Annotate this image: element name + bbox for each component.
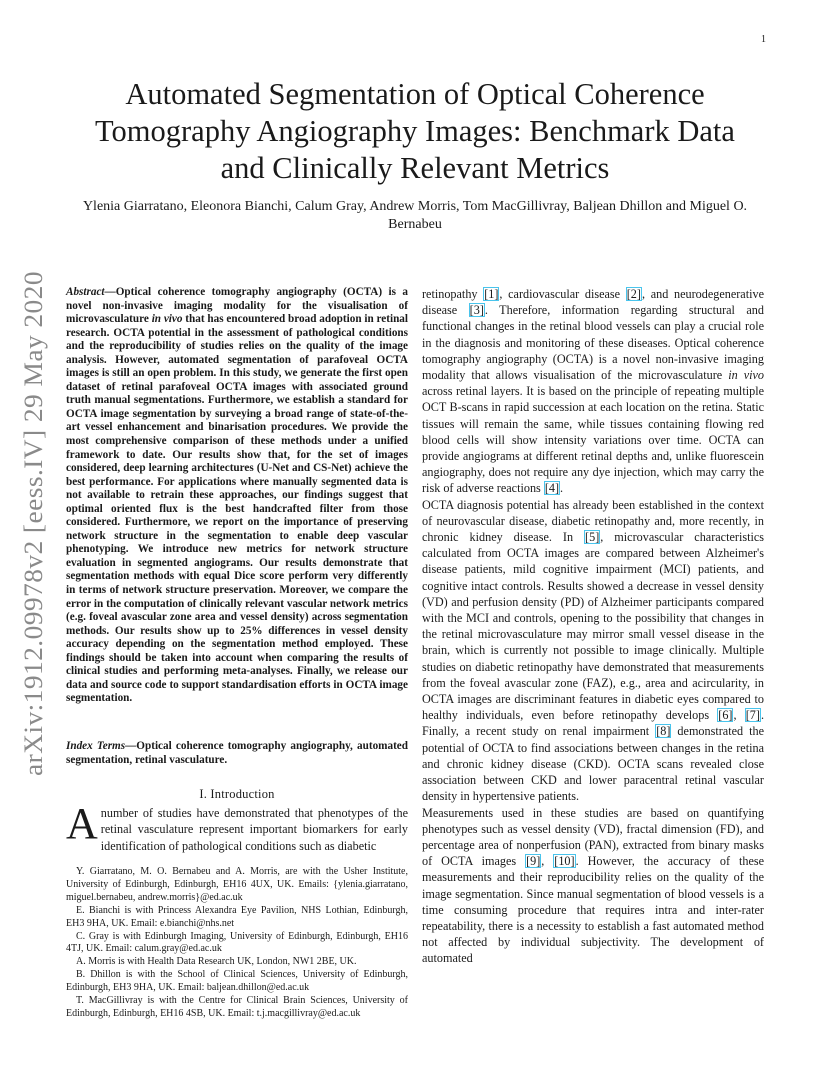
body-paragraph — [422, 497, 764, 805]
citation-link[interactable]: [3] — [469, 303, 484, 318]
body-text: , microvascular characteristics calculated from OCTA images are compared between Alzheimer's disease patients, mild cognitive impairment (MCI) patients, and cognitive intact controls. Results showed a decrease in vessel density (VD) and perfusion density (PD) of Alzheimer participants compared with the MCI and controls, opening to the possibility that changes in the retinal microvasculature may mirror small vessel disease in the brain, which is currently not possible to image clinically. Multiple studies on diabetic retinopathy have demonstrated that measurements from the foveal avascular zone (FAZ), e.g., area and acircularity, in OCTA images are discriminant features in diabetic eyes compared to healthy individuals, even before retinopathy develops — [422, 530, 765, 723]
body-text: , cardiovascular disease — [499, 287, 626, 301]
footnote: T. MacGillivray is with the Centre for Clinical Brain Sciences, University of Edinburgh, Edinburgh, EH16 4SB, UK. Email: t.j.macgillivray@ed.ac.uk — [66, 995, 408, 1019]
citation-link[interactable]: [4] — [544, 481, 560, 496]
footnote: C. Gray is with Edinburgh Imaging, University of Edinburgh, Edinburgh, EH16 4TJ, UK. Email: calum.gray@ed.ac.uk — [66, 930, 408, 955]
citation-link[interactable]: [1] — [484, 287, 499, 301]
citation-link[interactable]: [7] — [745, 708, 760, 723]
body-text: , and neurodegenerative disease — [422, 287, 764, 318]
index-terms-lead: Index Terms — [66, 740, 126, 752]
abstract-italic: in vivo — [151, 313, 183, 326]
footnote: B. Dhillon is with the School of Clinical Sciences, University of Edinburgh, Edinburgh, EH3 9HA, UK. Email: baljean.dhillon@ed.ac.uk — [66, 969, 408, 994]
body-paragraph — [422, 805, 764, 967]
body-text: . Therefore, information regarding structural and functional changes in the retinal blood vessels can play a crucial role in the diagnosis and monitoring of these diseases. Optical coherence tomography angiography (OCTA) is a novel non-invasive imaging modality that allows visualisation of the microvasculature — [422, 303, 764, 383]
body-italic: in vivo — [728, 368, 764, 383]
body-text: retinopathy — [422, 287, 484, 301]
body-text: . Finally, a recent study on renal impairment — [422, 708, 764, 739]
footnotes — [66, 866, 408, 1021]
body-text: demonstrated the potential of OCTA to find associations between changes in the retina and chronic kidney disease (CKD). OCTA scans revealed close association between CKD and lower paracentral retinal vascular density in hypertensive patients. — [422, 724, 764, 804]
drop-cap: A — [66, 799, 98, 848]
abstract-lead: Abstract — [66, 286, 105, 298]
citation-link[interactable]: [10] — [554, 854, 575, 869]
body-paragraph — [422, 286, 764, 497]
paper-title: Automated Segmentation of Optical Coherence Tomography Angiography Images: Benchmark Data and Clinically Relevant Metrics — [95, 77, 735, 185]
page-number: 1 — [761, 34, 766, 45]
intro-paragraph — [66, 799, 408, 854]
footnote: E. Bianchi is with Princess Alexandra Eye Pavilion, NHS Lothian, Edinburgh, EH3 9HA, UK. Email: e.bianchi@nhs.net — [66, 904, 408, 929]
citation-link[interactable]: [9] — [526, 854, 541, 869]
body-text: . — [560, 481, 564, 496]
arxiv-stamp — [8, 268, 52, 778]
citation-link[interactable]: [6] — [718, 708, 733, 723]
arxiv-stamp-text: arXiv:1912.09978v2 [eess.IV] 29 May 2020 — [19, 297, 48, 776]
body-text: Measurements used in these studies are based on quantifying phenotypes such as vessel density (VD), fractal dimension (FD), and percentage area of nonperfusion (PAN), extracted from binary masks of OCTA images — [422, 805, 764, 869]
footnote: A. Morris is with Health Data Research UK, London, NW1 2BE, UK. — [76, 956, 357, 968]
footnote: Y. Giarratano, M. O. Bernabeu and A. Morris, are with the Usher Institute, University of Edinburgh, Edinburgh, EH16 4UX, UK. Emails: {ylenia.giarratano, miguel.bernabeu, andrew.morris}@ed.ac.uk — [66, 866, 408, 903]
abstract-text-2: that has encountered broad adoption in retinal research. OCTA potential in the assessment of pathological conditions and the reproducibility of studies relies on the quality of the image analysis. However, automated segmentation of parafoveal OCTA images is still an open problem. In this study, we generate the first open dataset of retinal parafoveal OCTA images with associated ground truth manual segmentations. Furthermore, we establish a standard for OCTA image segmentation by surveying a broad range of state-of-the-art vessel enhancement and binarisation procedures. We provide the most comprehensive comparison of these methods under a unified framework to date. Our results show that, for the set of images considered, deep learning architectures (U-Net and CS-Net) achieve the best performance. For applications where manually segmented data is not available to retrain these approaches, our findings suggest that optimal oriented flux is the best handcrafted filter from those considered. Furthermore, we report on the importance of preserving network structure in the segmentation to enable deep vascular phenotyping. We introduce new metrics for network structure evaluation in segmented angiograms. Our results demonstrate that segmentation methods with equal Dice score perform very differently in terms of network structure preservation. Moreover, we compare the error in the computation of clinically relevant vascular network metrics (e.g. foveal avascular zone area and vessel density) across segmentation methods. Our results show up to 25% differences in vessel density accuracy depending on the segmentation method employed. These findings should be taken into account when comparing the results of clinical studies and performing meta-analyses. Finally, we release our data and source code to support standardisation efforts in OCTA image segmentation. — [66, 313, 409, 705]
section-heading: I. Introduction — [199, 787, 275, 801]
index-terms — [66, 740, 408, 767]
body-text: OCTA diagnosis potential has already been established in the context of neurovascular disease, diabetic retinopathy and, more recently, in chronic kidney disease. In — [422, 497, 764, 545]
right-column — [422, 286, 764, 967]
author-list: Ylenia Giarratano, Eleonora Bianchi, Calum Gray, Andrew Morris, Tom MacGillivray, Baljean Dhillon and Miguel O. Bernabeu — [82, 199, 748, 232]
citation-link[interactable]: [2] — [626, 287, 641, 301]
abstract-text-1: —Optical coherence tomography angiography (OCTA) is a novel non-invasive imaging modality for the visualisation of microvasculature — [66, 286, 408, 326]
body-text: . However, the accuracy of these measurements and their reproducibility relies on the quality of the image segmentation. Since manual segmentation of blood vessels is a time consuming procedure that requires intra and inter-rater repeatability, there is a necessity to establish a fast automated method not affected by individual subjectivity. The development of automated — [422, 854, 764, 966]
abstract — [66, 286, 408, 706]
index-terms-text: —Optical coherence tomography angiography, automated segmentation, retinal vasculature. — [66, 740, 408, 766]
body-text: across retinal layers. It is based on the principle of repeating multiple OCT B-scans in rapid succession at each location on the retina. Static tissues will remain the same, while tissues containing flowing red blood cells will show intensity variations over time. OCTA can provide angiograms at different retinal depths and, unlike fluorescein angiography, does not require any dye injection, which may carry the risk of adverse reactions — [422, 384, 764, 496]
body-text: , — [733, 708, 745, 723]
intro-text: number of studies have demonstrated that phenotypes of the retinal vasculature represent important biomarkers for early identification of pathological conditions such as diabetic — [100, 806, 408, 853]
body-text: , — [541, 854, 554, 869]
citation-link[interactable]: [5] — [585, 530, 600, 545]
citation-link[interactable]: [8] — [656, 724, 671, 739]
